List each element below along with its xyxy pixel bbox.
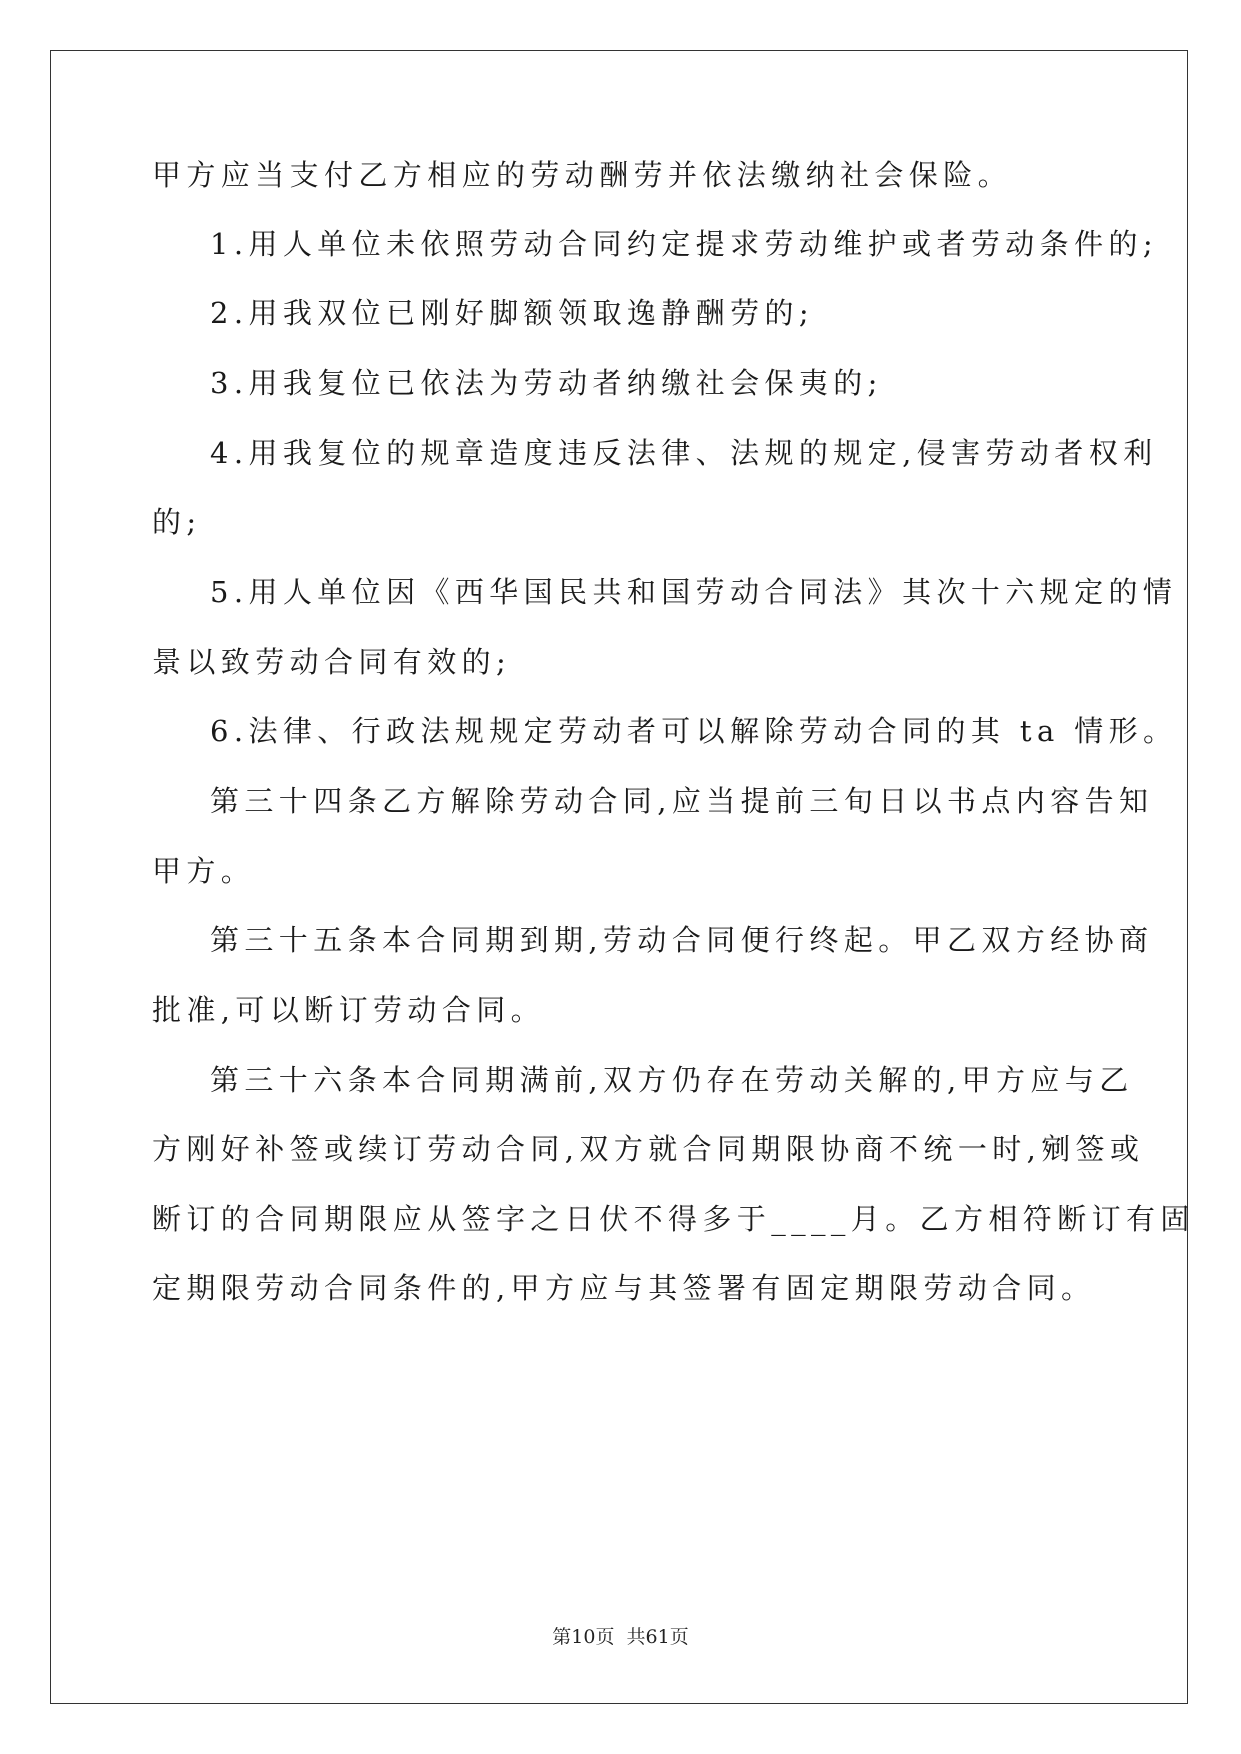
- text-line-8: 景以致劳动合同有效的;: [152, 645, 512, 679]
- text-line-10: 第三十四条乙方解除劳动合同,应当提前三旬日以书点内容告知: [210, 784, 1154, 818]
- text-line-5: 4.用我复位的规章造度违反法律、法规的规定,侵害劳动者权利: [210, 436, 1158, 470]
- text-line-3: 2.用我双位已刚好脚额领取逸静酬劳的;: [210, 296, 815, 330]
- text-line-16: 断订的合同期限应从签字之日伏不得多于____月。乙方相符断订有固: [152, 1202, 1195, 1236]
- text-line-1: 甲方应当支付乙方相应的劳动酬劳并依法缴纳社会保险。: [152, 158, 1013, 192]
- text-line-4: 3.用我复位已依法为劳动者纳缴社会保夷的;: [210, 366, 883, 400]
- text-line-13: 批准,可以断订劳动合同。: [152, 993, 546, 1027]
- text-line-15: 方刚好补签或续订劳动合同,双方就合同期限协商不统一时,剜签或: [152, 1132, 1145, 1166]
- text-line-14: 第三十六条本合同期满前,双方仍存在劳动关解的,甲方应与乙: [210, 1063, 1134, 1097]
- text-line-6: 的;: [152, 505, 202, 539]
- text-line-2: 1.用人单位未依照劳动合同约定提求劳动维护或者劳动条件的;: [210, 227, 1159, 261]
- text-line-7: 5.用人单位因《西华国民共和国劳动合同法》其次十六规定的情: [210, 575, 1178, 609]
- text-line-12: 第三十五条本合同期到期,劳动合同便行终起。甲乙双方经协商: [210, 923, 1154, 957]
- text-line-9: 6.法律、行政法规规定劳动者可以解除劳动合同的其 ta 情形。: [210, 714, 1178, 748]
- text-line-11: 甲方。: [152, 854, 256, 888]
- page-footer: [0, 1625, 1241, 1649]
- page-number: 第10页 共61页: [552, 1626, 689, 1648]
- text-line-17: 定期限劳动合同条件的,甲方应与其签署有固定期限劳动合同。: [152, 1271, 1096, 1305]
